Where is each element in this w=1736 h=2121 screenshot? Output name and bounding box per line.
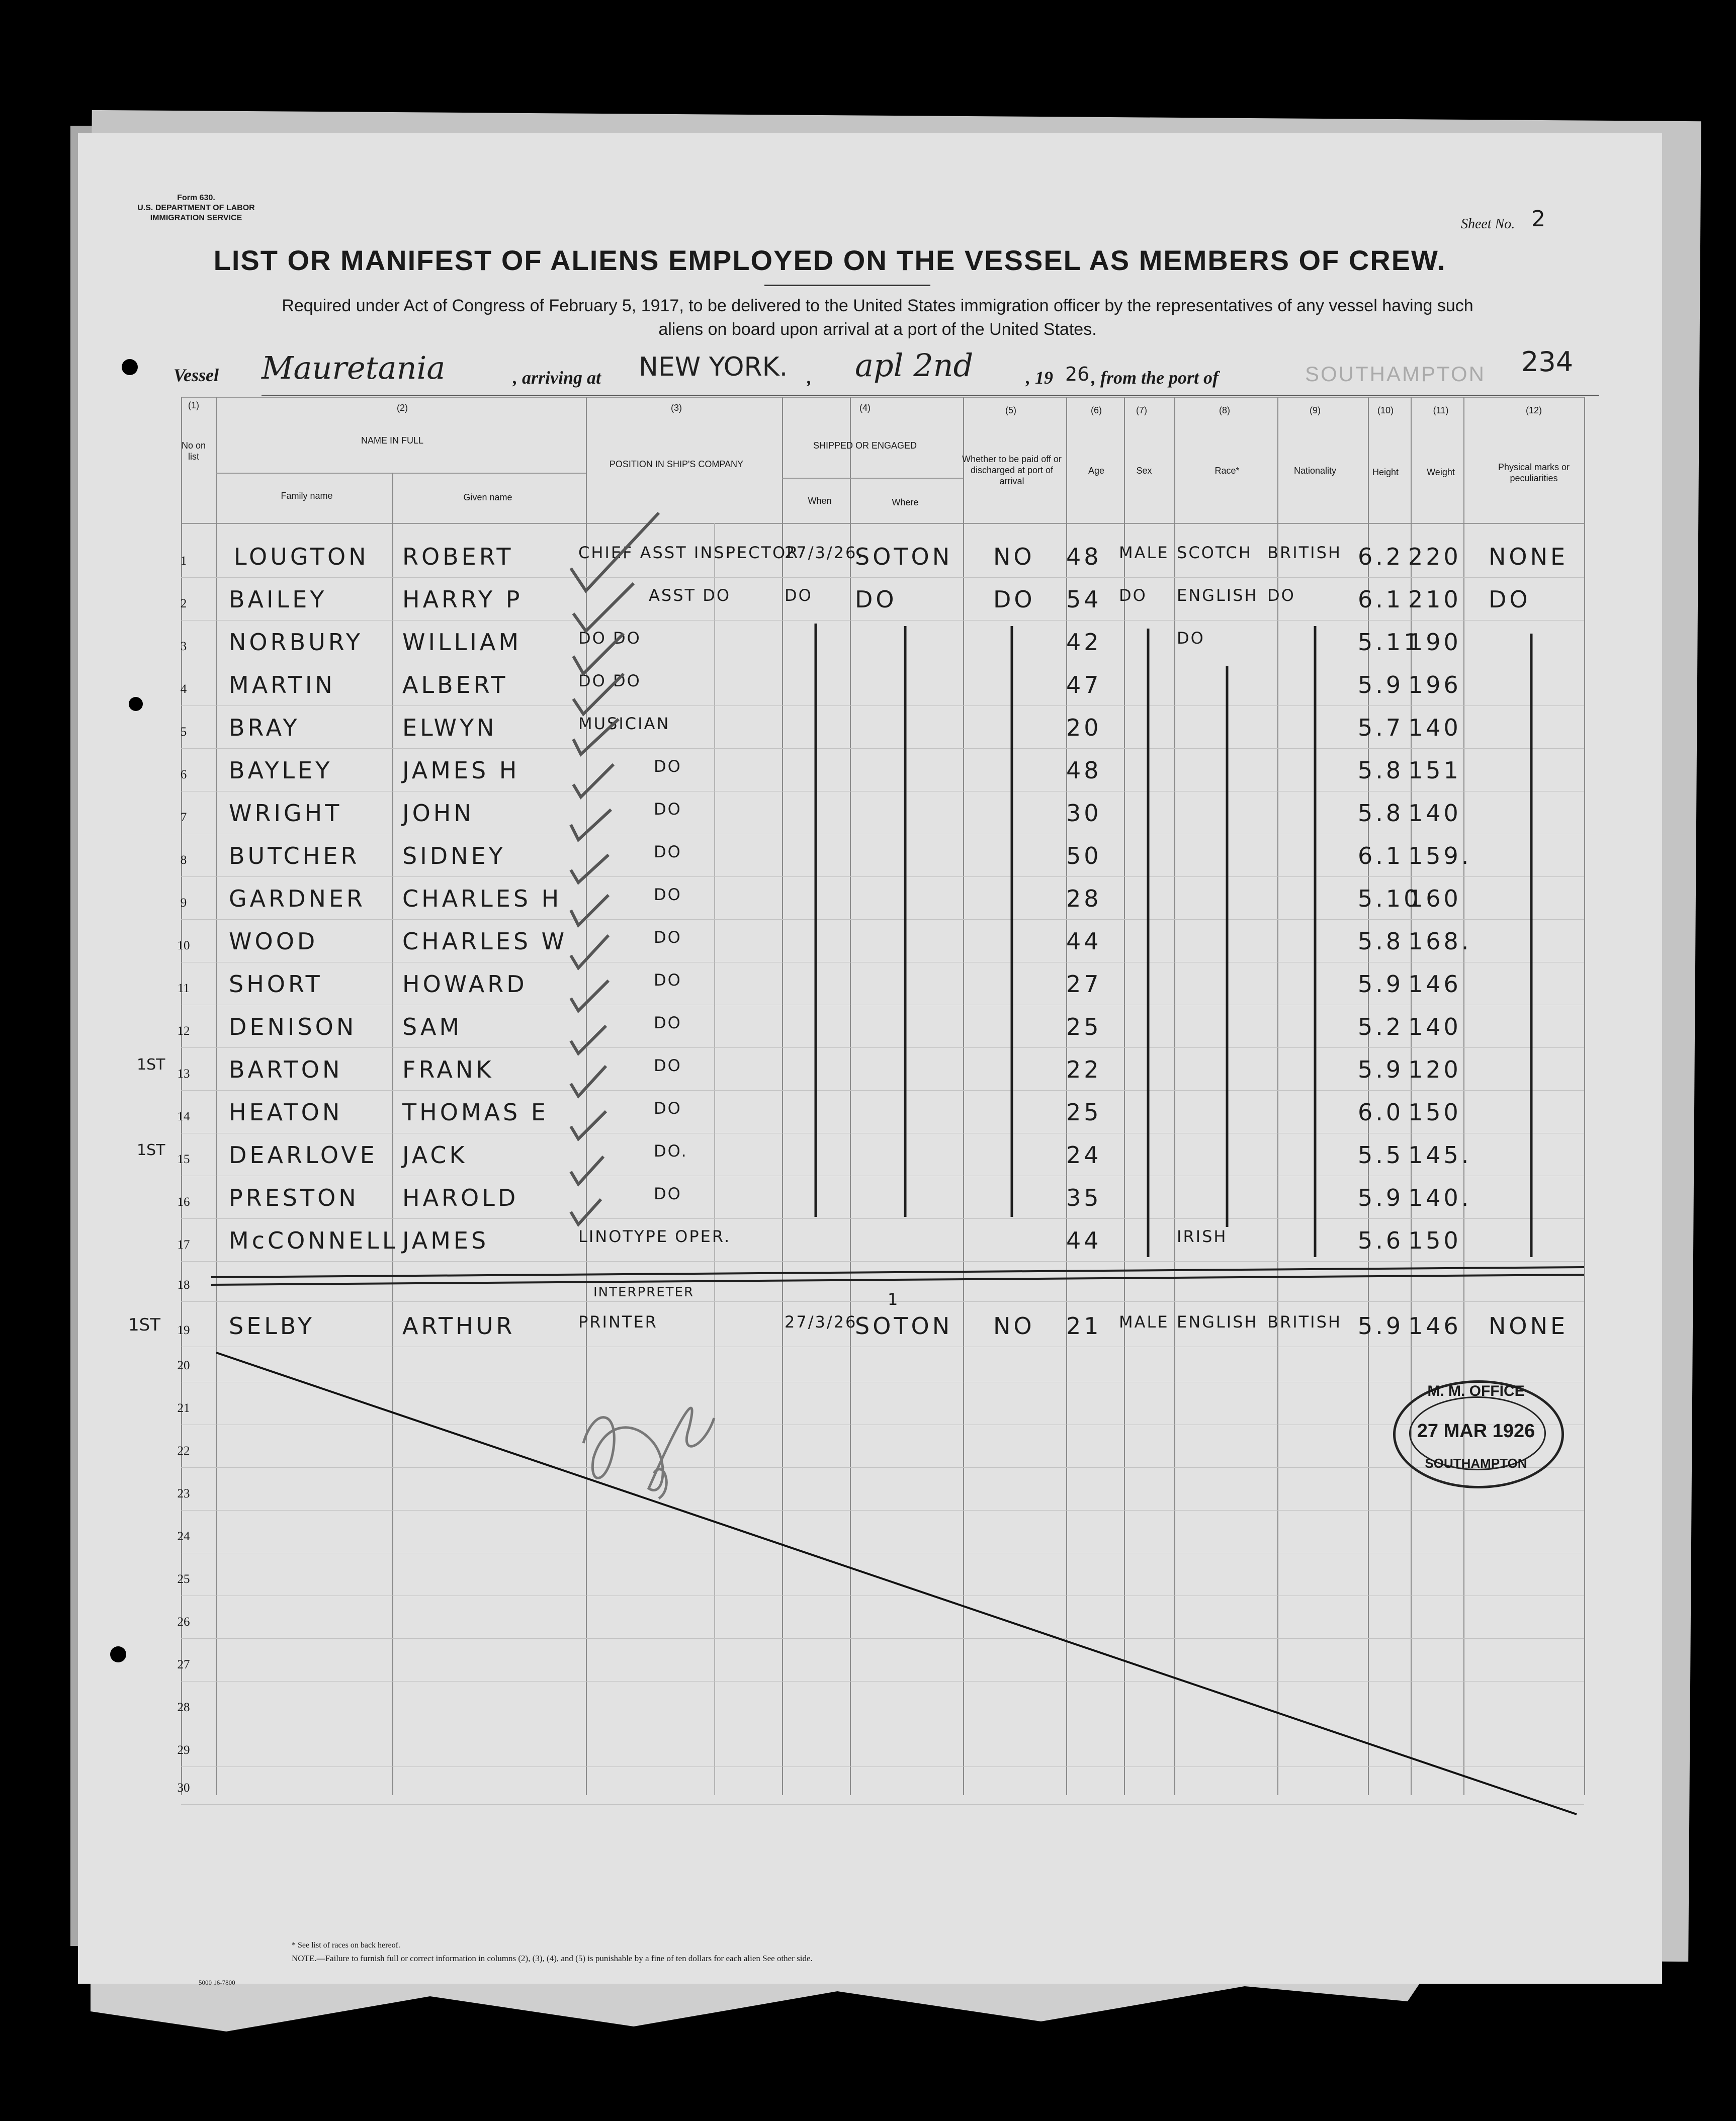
cell-when: DO: [785, 586, 813, 605]
cell-height: 5.6: [1358, 1227, 1404, 1254]
row-number: 23: [177, 1487, 190, 1500]
cell-race: DO: [1177, 629, 1205, 648]
cell-height: 5.8: [1358, 757, 1404, 784]
cell-weight: 120: [1408, 1056, 1461, 1083]
cell-height: 5.8: [1358, 928, 1404, 955]
cell-family: MARTIN: [229, 671, 335, 698]
race-footnote: * See list of races on back hereof.: [292, 1941, 400, 1950]
separator-rule: [211, 1267, 1584, 1285]
cell-position: CHIEF ASST INSPECTOR: [578, 543, 800, 562]
cell-family: NORBURY: [229, 629, 363, 656]
col-number: (12): [1525, 405, 1542, 415]
cell-given: JAMES: [402, 1227, 489, 1254]
cell-weight: 210: [1408, 586, 1461, 613]
cell-given: ROBERT: [402, 543, 514, 570]
cell-family: BUTCHER: [229, 842, 360, 869]
cell-nat: BRITISH: [1267, 1312, 1342, 1332]
cell-position: DO: [654, 1099, 682, 1118]
cell-given: ARTHUR: [402, 1312, 515, 1340]
cell-age: 35: [1066, 1184, 1102, 1211]
vessel-label: Vessel: [173, 365, 219, 385]
cell-family: BAILEY: [229, 586, 327, 613]
header-nationality: Nationality: [1293, 466, 1337, 476]
row-number: 30: [177, 1781, 190, 1795]
cell-weight: 160: [1408, 885, 1461, 912]
header-given-name: Given name: [463, 492, 512, 502]
row-number: 26: [177, 1615, 190, 1629]
subtitle-line-1: Required under Act of Congress of February 5, 1917, to be delivered to the United States immigration officer by the representatives of any vessel having such: [282, 296, 1473, 315]
cell-age: 54: [1066, 586, 1102, 613]
header-family-name: Family name: [281, 491, 333, 501]
penalty-note: NOTE.—Failure to furnish full or correct information in columns (2), (3), (4), and (5) is punishable by a fine of ten dollars for each alien See other side.: [292, 1954, 813, 1963]
cell-family: GARDNER: [229, 885, 366, 912]
cell-height: 5.9: [1358, 1056, 1404, 1083]
cell-height: 6.1: [1358, 586, 1404, 613]
cell-nat: DO: [1267, 586, 1295, 605]
row-number: 18: [177, 1278, 190, 1292]
col-number: (1): [188, 400, 199, 410]
row-number: 22: [177, 1444, 190, 1458]
margin-note: 1ST: [137, 1056, 165, 1074]
cell-marks: NONE: [1489, 1312, 1569, 1340]
header-no-on-list: No on list: [181, 440, 206, 462]
cell-family: DEARLOVE: [229, 1141, 378, 1169]
stamp-office: M. M. OFFICE: [1427, 1383, 1525, 1399]
cell-height: 5.9: [1358, 1184, 1404, 1211]
cell-weight: 145.: [1408, 1141, 1472, 1169]
row-number: 8: [180, 853, 187, 867]
cell-marks: NONE: [1489, 543, 1569, 570]
cancel-diagonal: [216, 1353, 1577, 1814]
cell-family: HEATON: [229, 1099, 343, 1126]
cell-weight: 140: [1408, 714, 1461, 741]
row-number: 1: [180, 554, 187, 568]
cell-family: WOOD: [229, 928, 318, 955]
row-number: 4: [180, 682, 187, 696]
cell-age: 44: [1066, 1227, 1102, 1254]
cell-weight: 150: [1408, 1099, 1461, 1126]
col-number: (6): [1091, 405, 1102, 415]
cell-given: HAROLD: [402, 1184, 519, 1211]
cell-given: CHARLES W: [402, 928, 568, 955]
cell-weight: 196: [1408, 671, 1461, 698]
header-physical-marks: Physical marks or peculiarities: [1498, 462, 1570, 483]
cell-paid: NO: [993, 543, 1035, 570]
row-number: 29: [177, 1743, 190, 1757]
cell-height: 5.2: [1358, 1013, 1404, 1040]
arriving-label: , arriving at: [513, 368, 601, 388]
col-number: (10): [1377, 405, 1394, 415]
cell-race: IRISH: [1177, 1227, 1228, 1246]
cell-given: CHARLES H: [402, 885, 562, 912]
row-number: 2: [180, 597, 187, 610]
cell-height: 6.0: [1358, 1099, 1404, 1126]
header-paid-off: Whether to be paid off or discharged at port of arrival: [962, 454, 1062, 486]
cell-position: DO: [654, 842, 682, 861]
cell-height: 5.5: [1358, 1141, 1404, 1169]
cell-height: 5.11: [1358, 629, 1422, 656]
form-number: Form 630.: [177, 194, 215, 202]
cell-weight: 150: [1408, 1227, 1461, 1254]
row-number: 17: [177, 1238, 190, 1252]
row-number: 13: [177, 1067, 190, 1081]
row-number: 15: [177, 1153, 190, 1166]
cell-age: 48: [1066, 757, 1102, 784]
cell-position: DO: [654, 757, 682, 776]
margin-note: 1ST: [137, 1141, 165, 1159]
cell-given: ALBERT: [402, 671, 508, 698]
cell-where-note: 1: [888, 1290, 900, 1309]
comma-separator: ,: [807, 368, 812, 388]
col-number: (2): [397, 403, 408, 413]
cell-height: 6.1: [1358, 842, 1404, 869]
cell-race: ENGLISH: [1177, 586, 1258, 605]
row-number: 6: [180, 768, 187, 781]
binding-holes: [110, 359, 143, 1662]
cell-family: SHORT: [229, 970, 323, 998]
service: IMMIGRATION SERVICE: [150, 214, 242, 222]
margin-note: 1ST: [128, 1315, 160, 1335]
row-number: 24: [177, 1530, 190, 1543]
header-when: When: [808, 496, 832, 506]
cell-age: 42: [1066, 629, 1102, 656]
row-number: 19: [177, 1323, 190, 1337]
cell-weight: 140: [1408, 1013, 1461, 1040]
cell-race: SCOTCH: [1177, 543, 1252, 562]
cell-given: WILLIAM: [402, 629, 522, 656]
cell-weight: 140: [1408, 800, 1461, 827]
cell-given: SIDNEY: [402, 842, 506, 869]
col-number: (8): [1219, 405, 1230, 415]
header-age: Age: [1088, 466, 1105, 476]
year-label: , 19: [1026, 368, 1053, 388]
cell-position: DO: [654, 970, 682, 990]
cell-where: SOTON: [855, 1312, 953, 1340]
cell-weight: 220: [1408, 543, 1461, 570]
cell-race: ENGLISH: [1177, 1312, 1258, 1332]
stamp-date: 27 MAR 1926: [1417, 1421, 1535, 1442]
cell-given: JACK: [402, 1141, 468, 1169]
cell-position: LINOTYPE OPER.: [578, 1227, 731, 1246]
row-number: 5: [180, 725, 187, 739]
row-number: 12: [177, 1024, 190, 1038]
arrival-date: apl 2nd: [855, 347, 974, 384]
row-number: 25: [177, 1572, 190, 1586]
cell-weight: 168.: [1408, 928, 1472, 955]
cell-height: 6.2: [1358, 543, 1404, 570]
cell-position: DO DO: [578, 671, 641, 690]
row-number: 16: [177, 1195, 190, 1209]
cell-position: DO: [654, 1184, 682, 1203]
cell-weight: 190: [1408, 629, 1461, 656]
cell-position: MUSICIAN: [578, 714, 670, 733]
cell-given: JAMES H: [402, 757, 520, 784]
sheet-number: 2: [1531, 206, 1545, 232]
cell-position-amended: INTERPRETER: [593, 1285, 695, 1300]
cell-given: JOHN: [402, 800, 474, 827]
cell-height: 5.9: [1358, 1312, 1404, 1340]
from-label: , from the port of: [1091, 368, 1219, 388]
cell-position: DO: [654, 928, 682, 947]
ditto-lines: [816, 624, 1531, 1257]
check-marks: [571, 513, 659, 1224]
cell-family: BARTON: [229, 1056, 343, 1083]
row-number: 7: [180, 811, 187, 824]
cell-position: DO: [654, 885, 682, 904]
cell-age: 47: [1066, 671, 1102, 698]
cell-position: DO: [654, 800, 682, 819]
cell-paid: DO: [993, 586, 1035, 613]
departure-port: SOUTHAMPTON: [1305, 362, 1486, 386]
cell-position: DO: [654, 1056, 682, 1075]
col-number: (3): [671, 403, 682, 413]
subtitle-line-2: aliens on board upon arrival at a port of the United States.: [658, 320, 1097, 339]
cell-family: BRAY: [229, 714, 300, 741]
row-number: 20: [177, 1359, 190, 1372]
cell-age: 25: [1066, 1013, 1102, 1040]
cell-family: SELBY: [229, 1312, 315, 1340]
cell-position: ASST DO: [649, 586, 731, 605]
cell-age: 30: [1066, 800, 1102, 827]
cell-age: 28: [1066, 885, 1102, 912]
cell-when: 27/3/26: [785, 1312, 857, 1332]
cell-age: 20: [1066, 714, 1102, 741]
col-number: (4): [859, 403, 871, 413]
row-number: 14: [177, 1110, 190, 1123]
cell-position: DO.: [654, 1141, 688, 1161]
col-number: (7): [1136, 405, 1147, 415]
cell-sex: MALE: [1119, 543, 1169, 562]
page-title: LIST OR MANIFEST OF ALIENS EMPLOYED ON THE VESSEL AS MEMBERS OF CREW.: [213, 244, 1446, 276]
cell-height: 5.8: [1358, 800, 1404, 827]
col-number: (9): [1310, 405, 1321, 415]
row-number: 28: [177, 1701, 190, 1714]
header-name-in-full: NAME IN FULL: [361, 435, 424, 446]
cell-age: 48: [1066, 543, 1102, 570]
cell-weight: 146: [1408, 970, 1461, 998]
cell-weight: 140.: [1408, 1184, 1472, 1211]
header-race: Race*: [1214, 466, 1240, 476]
header-height: Height: [1372, 467, 1399, 477]
header-weight: Weight: [1427, 467, 1455, 477]
cell-sex: MALE: [1119, 1312, 1169, 1332]
cell-height: 5.7: [1358, 714, 1404, 741]
arrival-port: NEW YORK.: [639, 352, 788, 382]
col-number: (11): [1433, 405, 1449, 415]
cell-given: ELWYN: [402, 714, 497, 741]
cell-family: BAYLEY: [229, 757, 333, 784]
cell-age: 25: [1066, 1099, 1102, 1126]
cell-given: FRANK: [402, 1056, 494, 1083]
header-sex: Sex: [1136, 466, 1152, 476]
cell-given: SAM: [402, 1013, 463, 1040]
header-position: POSITION IN SHIP'S COMPANY: [609, 459, 744, 469]
cell-age: 50: [1066, 842, 1102, 869]
cell-age: 27: [1066, 970, 1102, 998]
cell-height: 5.9: [1358, 970, 1404, 998]
cell-marks: DO: [1489, 586, 1531, 613]
col-number: (5): [1005, 405, 1016, 415]
row-number: 27: [177, 1658, 190, 1671]
cell-height: 5.10: [1358, 885, 1422, 912]
cell-where: DO: [855, 586, 897, 613]
manifest-number: 234: [1521, 346, 1574, 378]
row-number: 10: [177, 939, 190, 952]
cell-family: LOUGTON: [234, 543, 369, 570]
cell-age: 24: [1066, 1141, 1102, 1169]
vessel-name: Mauretania: [262, 349, 446, 386]
cell-age: 22: [1066, 1056, 1102, 1083]
sheet-label: Sheet No.: [1461, 216, 1515, 232]
cell-age: 21: [1066, 1312, 1102, 1340]
cell-weight: 159.: [1408, 842, 1472, 869]
cell-weight: 151: [1408, 757, 1461, 784]
header-shipped-engaged: SHIPPED OR ENGAGED: [813, 440, 917, 451]
cell-position: DO DO: [578, 629, 641, 648]
cell-age: 44: [1066, 928, 1102, 955]
cell-when: 27/3/26.: [785, 543, 864, 562]
cell-nat: BRITISH: [1267, 543, 1342, 562]
cell-family: McCONNELL: [229, 1227, 398, 1254]
cell-given: HARRY P: [402, 586, 523, 613]
cell-given: THOMAS E: [402, 1099, 549, 1126]
cell-family: DENISON: [229, 1013, 357, 1040]
cell-paid: NO: [993, 1312, 1035, 1340]
row-number: 9: [180, 896, 187, 910]
row-number: 11: [177, 982, 190, 995]
row-number: 3: [180, 640, 187, 653]
header-where: Where: [892, 497, 919, 507]
cell-position: PRINTER: [578, 1312, 658, 1332]
cell-given: HOWARD: [402, 970, 528, 998]
department: U.S. DEPARTMENT OF LABOR: [137, 204, 255, 212]
cell-height: 5.9: [1358, 671, 1404, 698]
cell-weight: 146: [1408, 1312, 1461, 1340]
cell-where: SOTON: [855, 543, 953, 570]
arrival-year: 26: [1065, 363, 1090, 385]
cell-family: WRIGHT: [229, 800, 342, 827]
cell-family: PRESTON: [229, 1184, 359, 1211]
cell-sex: DO: [1119, 586, 1147, 605]
print-code: 5000 16-7800: [199, 1979, 235, 1986]
cell-position: DO: [654, 1013, 682, 1032]
stamp-place: SOUTHAMPTON: [1425, 1456, 1527, 1471]
row-number: 21: [177, 1401, 190, 1415]
